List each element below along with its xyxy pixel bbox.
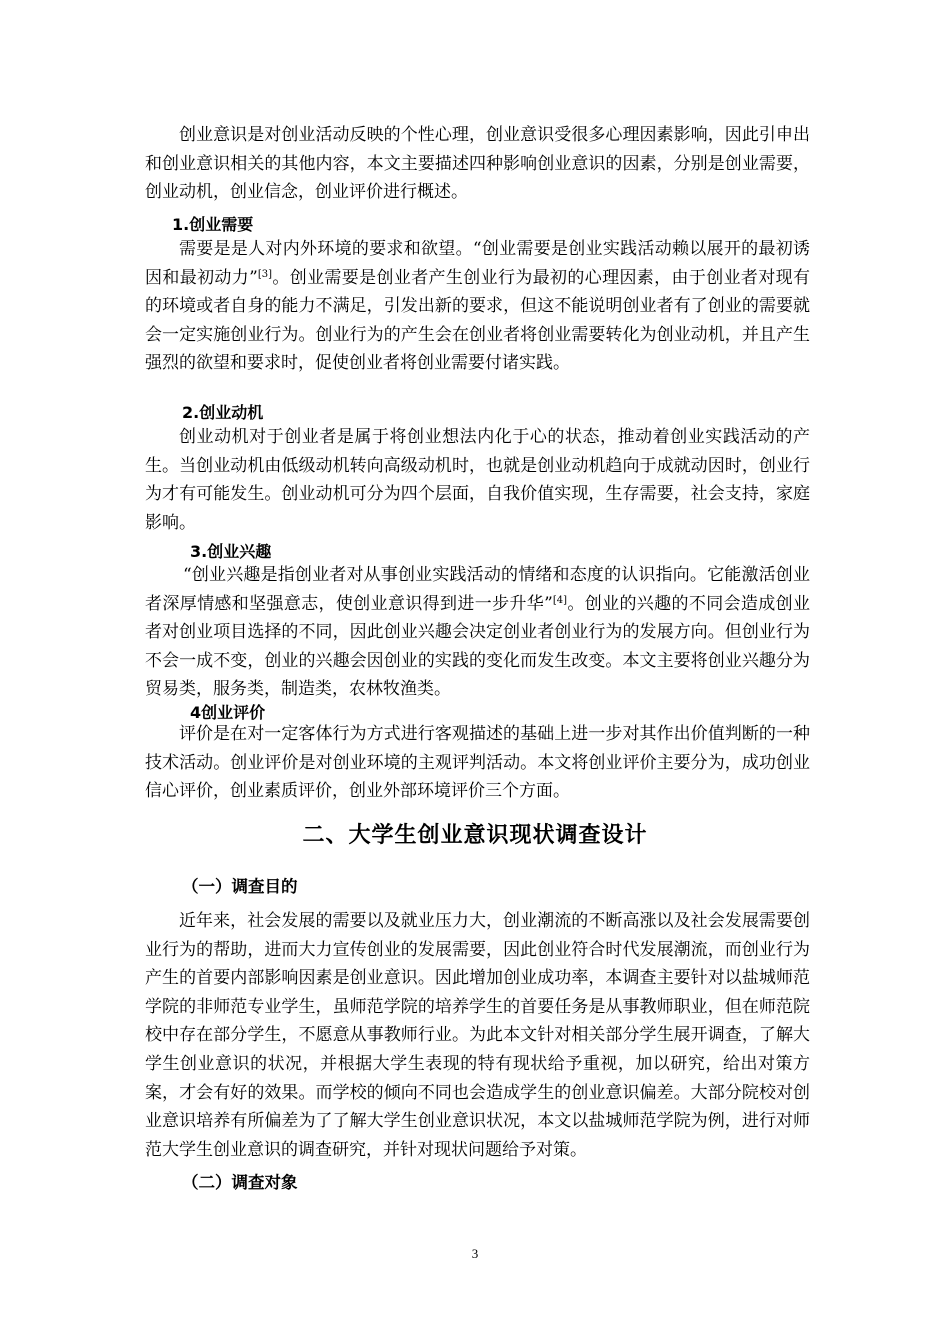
subsection-heading-subjects: （二）调查对象 xyxy=(182,1173,298,1192)
chapter-title: 二、大学生创业意识现状调查设计 xyxy=(302,823,648,848)
section-1-paragraph xyxy=(145,235,810,378)
section-1-text-b: 。创业需要是创业者产生创业行为最初的心理因素，由于创业者对现有的环境或者自身的能力不满足，引发出新的要求，但这不能说明创业者有了创业的需要就会一定实施创业行为。创业行为的产生会在创业者将创业需要转化为创业动机，并且产生强烈的欲望和要求时，促使创业者将创业需要付诸实践。 xyxy=(145,267,810,374)
section-3-text-b: 。创业的兴趣的不同会造成创业者对创业项目选择的不同，因此创业兴趣会决定创业者创业行为的发展方向。但创业行为不会一成不变，创业的兴趣会因创业的实践的变化而发生改变。本文主要将创业兴趣分为贸易类，服务类，制造类，农林牧渔类。 xyxy=(145,593,810,700)
page-number: 3 xyxy=(471,1246,479,1261)
section-1-text-a: 需要是是人对内外环境的要求和欲望。“创业需要是创业实践活动赖以展开的最初诱因和最初动力” xyxy=(145,239,810,288)
section-2-paragraph: 创业动机对于创业者是属于将创业想法内化于心的状态，推动着创业实践活动的产生。当创业动机由低级动机转向高级动机时，也就是创业动机趋向于成就动因时，创业行为才有可能发生。创业动机可分为四个层面，自我价值实现，生存需要，社会支持，家庭影响。 xyxy=(145,427,810,533)
section-3-text-a: “创业兴趣是指创业者对从事创业实践活动的情绪和态度的认识指向。它能激活创业者深厚情感和坚强意志，使创业意识得到进一步升华” xyxy=(145,565,810,614)
citation-3: [3] xyxy=(257,268,272,280)
section-2-block xyxy=(145,423,810,537)
section-4-block xyxy=(145,720,810,806)
section-3-block xyxy=(145,561,810,704)
section-heading-4: 4创业评价 xyxy=(190,703,266,722)
section-heading-3: 3.创业兴趣 xyxy=(190,542,272,561)
section-4-paragraph: 评价是在对一定客体行为方式进行客观描述的基础上进一步对其作出价值判断的一种技术活动。创业评价是对创业环境的主观评判活动。本文将创业评价主要分为，成功创业信心评价，创业素质评价，创业外部环境评价三个方面。 xyxy=(145,724,810,802)
purpose-block xyxy=(145,907,810,1164)
section-3-paragraph xyxy=(145,561,810,704)
citation-4: [4] xyxy=(552,594,568,606)
purpose-paragraph: 近年来，社会发展的需要以及就业压力大，创业潮流的不断高涨以及社会发展需要创业行为的帮助，进而大力宣传创业的发展需要，因此创业符合时代发展潮流，而创业行为产生的首要内部影响因素是创业意识。因此增加创业成功率，本调查主要针对以盐城师范学院的非师范专业学生，虽师范学院的培养学生的首要任务是从事教师职业，但在师范院校中存在部分学生，不愿意从事教师行业。为此本文针对相关部分学生展开调查，了解大学生创业意识的状况，并根据大学生表现的特有现状给予重视，加以研究，给出对策方案，才会有好的效果。而学校的倾向不同也会造成学生的创业意识偏差。大部分院校对创业意识培养有所偏差为了了解大学生创业意识状况，本文以盐城师范学院为例，进行对师范大学生创业意识的调查研究，并针对现状问题给予对策。 xyxy=(145,911,810,1160)
intro-block xyxy=(145,121,810,207)
section-1-block xyxy=(145,235,810,378)
section-heading-2: 2.创业动机 xyxy=(182,403,264,422)
section-heading-1: 1.创业需要 xyxy=(172,215,254,234)
subsection-heading-purpose: （一）调查目的 xyxy=(182,877,298,896)
intro-paragraph: 创业意识是对创业活动反映的个性心理，创业意识受很多心理因素影响，因此引申出和创业意识相关的其他内容，本文主要描述四种影响创业意识的因素，分别是创业需要，创业动机，创业信念，创业评价进行概述。 xyxy=(145,125,810,203)
